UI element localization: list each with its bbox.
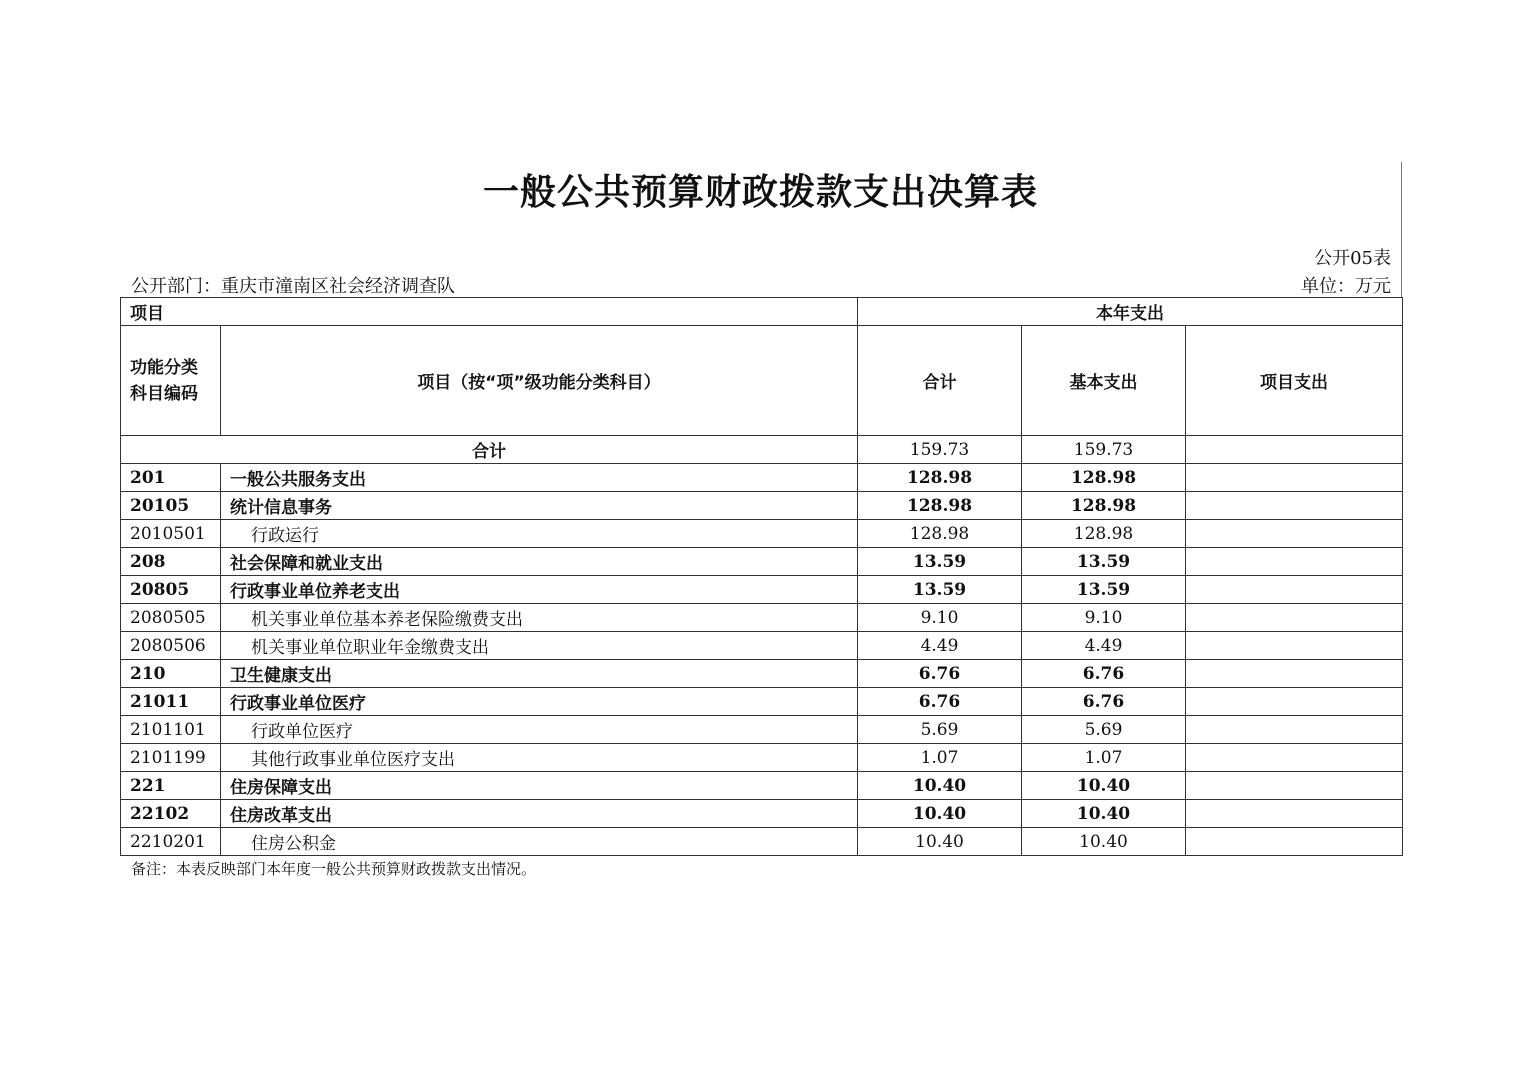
row-basic: 128.98 [1022,520,1186,548]
row-basic: 9.10 [1022,604,1186,632]
row-project [1186,744,1403,772]
row-code: 221 [121,772,221,800]
row-code: 2101101 [121,716,221,744]
header-project: 项目 [121,298,858,326]
row-basic: 128.98 [1022,492,1186,520]
total-total: 159.73 [858,436,1022,464]
row-project [1186,548,1403,576]
row-name: 行政运行 [221,520,858,548]
row-project [1186,828,1403,856]
row-total: 1.07 [858,744,1022,772]
row-total: 10.40 [858,772,1022,800]
row-total: 128.98 [858,464,1022,492]
header-func-name: 项目（按“项”级功能分类科目） [221,326,858,436]
row-name: 行政事业单位养老支出 [221,576,858,604]
row-project [1186,800,1403,828]
total-row [121,436,1403,464]
page-title: 一般公共预算财政拨款支出决算表 [482,172,1038,213]
row-name: 行政单位医疗 [221,716,858,744]
table-row [121,576,1403,604]
row-basic: 6.76 [1022,660,1186,688]
row-name: 行政事业单位医疗 [221,688,858,716]
unit-label: 单位：万元 [1301,276,1391,297]
row-code: 2080506 [121,632,221,660]
row-total: 4.49 [858,632,1022,660]
row-name: 住房保障支出 [221,772,858,800]
row-code: 21011 [121,688,221,716]
row-name: 其他行政事业单位医疗支出 [221,744,858,772]
row-project [1186,520,1403,548]
row-code: 2210201 [121,828,221,856]
row-name: 机关事业单位基本养老保险缴费支出 [221,604,858,632]
table-row [121,660,1403,688]
row-basic: 6.76 [1022,688,1186,716]
row-name: 卫生健康支出 [221,660,858,688]
row-name: 机关事业单位职业年金缴费支出 [221,632,858,660]
row-code: 2010501 [121,520,221,548]
row-code: 210 [121,660,221,688]
row-name: 住房改革支出 [221,800,858,828]
expenditure-table [120,297,1403,856]
row-project [1186,688,1403,716]
header-func-code: 功能分类 科目编码 [121,326,221,436]
row-code: 22102 [121,800,221,828]
header-current-year: 本年支出 [858,298,1403,326]
table-row [121,744,1403,772]
table-row [121,492,1403,520]
row-project [1186,772,1403,800]
row-basic: 4.49 [1022,632,1186,660]
table-row [121,800,1403,828]
row-code: 201 [121,464,221,492]
row-project [1186,604,1403,632]
table-row [121,632,1403,660]
row-basic: 10.40 [1022,828,1186,856]
row-name: 社会保障和就业支出 [221,548,858,576]
row-total: 13.59 [858,576,1022,604]
table-row [121,464,1403,492]
row-total: 6.76 [858,660,1022,688]
table-row [121,688,1403,716]
row-project [1186,492,1403,520]
row-total: 10.40 [858,828,1022,856]
row-basic: 1.07 [1022,744,1186,772]
row-project [1186,660,1403,688]
row-basic: 5.69 [1022,716,1186,744]
row-code: 2101199 [121,744,221,772]
total-project [1186,436,1403,464]
row-project [1186,716,1403,744]
table-code: 公开05表 [1314,248,1391,269]
header-project-exp: 项目支出 [1186,326,1403,436]
row-basic: 128.98 [1022,464,1186,492]
row-basic: 13.59 [1022,548,1186,576]
header-basic: 基本支出 [1022,326,1186,436]
row-code: 20805 [121,576,221,604]
row-code: 20105 [121,492,221,520]
row-total: 13.59 [858,548,1022,576]
row-project [1186,576,1403,604]
header-total: 合计 [858,326,1022,436]
row-total: 9.10 [858,604,1022,632]
row-project [1186,464,1403,492]
row-total: 128.98 [858,492,1022,520]
row-total: 128.98 [858,520,1022,548]
table-row [121,772,1403,800]
footnote: 备注：本表反映部门本年度一般公共预算财政拨款支出情况。 [131,860,537,878]
row-total: 6.76 [858,688,1022,716]
table-row [121,520,1403,548]
row-name: 统计信息事务 [221,492,858,520]
row-project [1186,632,1403,660]
row-code: 2080505 [121,604,221,632]
table-row [121,716,1403,744]
row-total: 5.69 [858,716,1022,744]
row-basic: 10.40 [1022,800,1186,828]
row-total: 10.40 [858,800,1022,828]
table-row [121,604,1403,632]
row-name: 住房公积金 [221,828,858,856]
table-row [121,548,1403,576]
total-basic: 159.73 [1022,436,1186,464]
row-code: 208 [121,548,221,576]
row-basic: 10.40 [1022,772,1186,800]
table-row [121,828,1403,856]
total-label: 合计 [121,436,858,464]
row-basic: 13.59 [1022,576,1186,604]
department-label: 公开部门：重庆市潼南区社会经济调查队 [131,276,455,297]
row-name: 一般公共服务支出 [221,464,858,492]
